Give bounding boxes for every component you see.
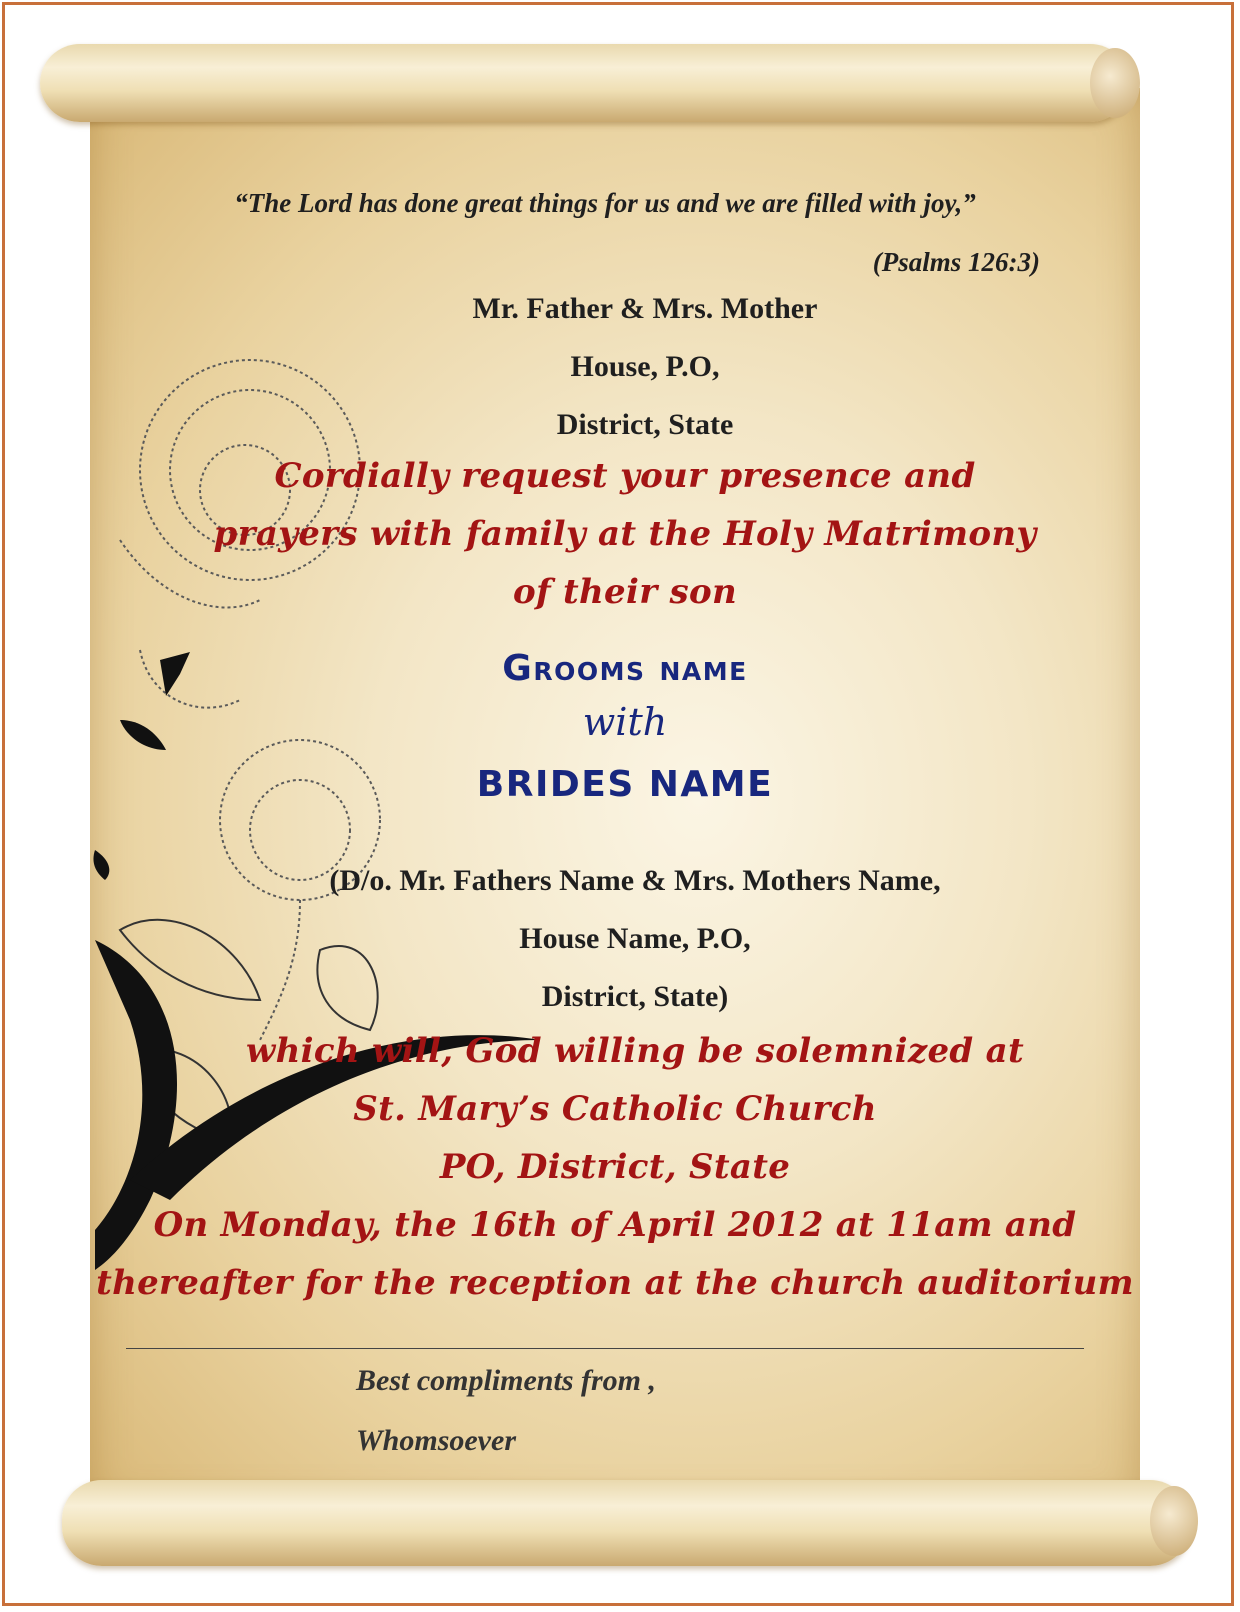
groom-parents-names: Mr. Father & Mrs. Mother: [472, 292, 818, 325]
verse-quote: “The Lord has done great things for us and we are filled with joy,”: [234, 188, 976, 218]
ceremony-date-time: On Monday, the 16th of April 2012 at 11am and: [153, 1205, 1077, 1245]
church-address: PO, District, State: [439, 1147, 791, 1187]
groom-parents-house: House, P.O,: [570, 350, 720, 383]
compliments-from: Whomsoever: [356, 1424, 516, 1457]
with-word: with: [582, 700, 668, 744]
groom-parents-district: District, State: [556, 408, 734, 441]
groom-name: Grooms name: [502, 648, 748, 689]
reception-info: thereafter for the reception at the church auditorium: [96, 1263, 1134, 1303]
ceremony-line-1: which will, God willing be solemnized at: [246, 1031, 1024, 1071]
compliments-label: Best compliments from ,: [356, 1364, 656, 1397]
request-line-2: prayers with family at the Holy Matrimony: [213, 514, 1037, 554]
bride-name: BRIDES NAME: [476, 764, 774, 805]
verse-reference: (Psalms 126:3): [872, 247, 1040, 277]
request-line-3: of their son: [512, 572, 737, 612]
divider-line: [126, 1348, 1084, 1349]
bride-parents-house: House Name, P.O,: [519, 922, 751, 955]
church-name: St. Mary’s Catholic Church: [353, 1089, 877, 1129]
bride-parents-district: District, State): [541, 980, 729, 1013]
bride-parents-names: (D/o. Mr. Fathers Name & Mrs. Mothers Name,: [329, 864, 941, 897]
request-line-1: Cordially request your presence and: [274, 456, 976, 496]
